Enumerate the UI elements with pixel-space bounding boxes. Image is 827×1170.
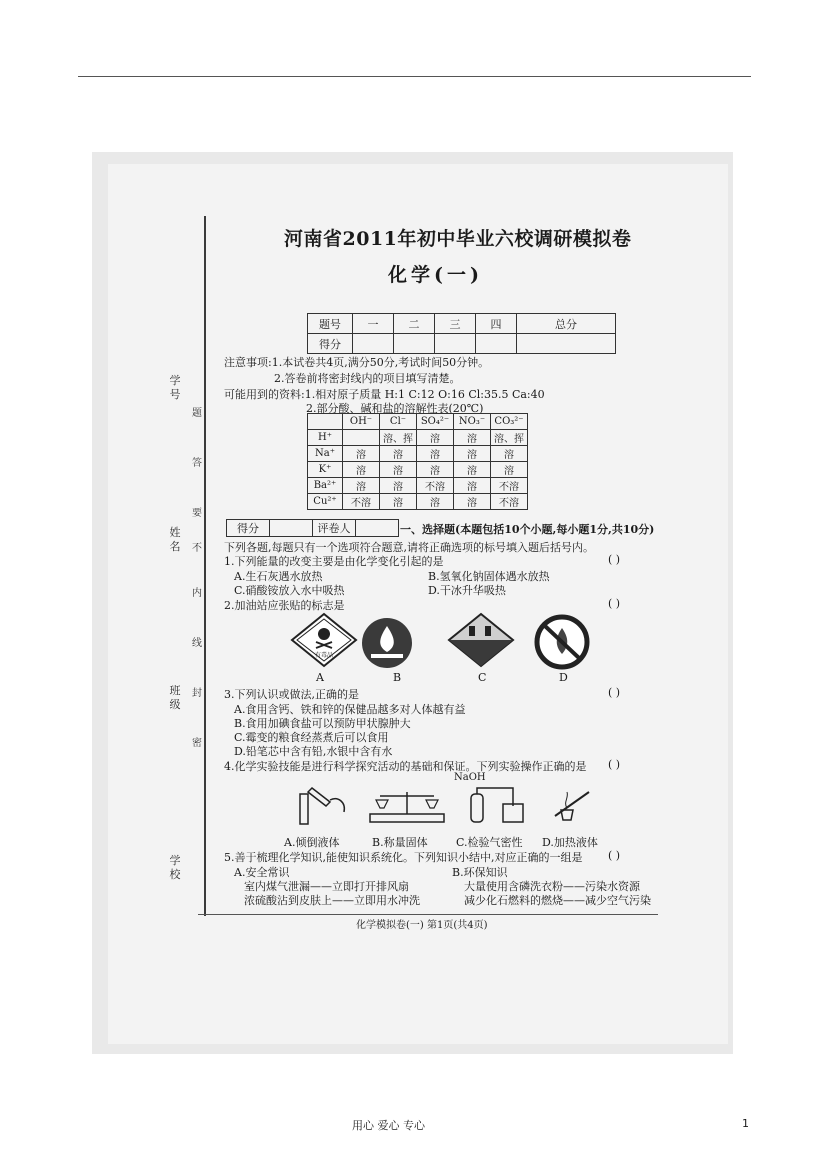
seal-char: 密: [192, 738, 202, 749]
q5-answer-bracket[interactable]: ( ): [608, 849, 621, 862]
table-cell: 溶: [454, 446, 491, 462]
score-cell[interactable]: [435, 334, 476, 354]
no-fire-sign-icon: [533, 614, 591, 670]
seal-char: 题: [192, 408, 202, 419]
q2-label-d: D: [559, 671, 568, 684]
section-instruction: 下列各题,每题只有一个选项符合题意,请将正确选项的标号填入题后括号内。: [224, 541, 594, 554]
water-drop-sign-icon: [359, 616, 415, 670]
score-table: [307, 313, 616, 354]
exam-subtitle: 化学(一): [388, 264, 483, 286]
table-cell: 溶: [343, 478, 380, 494]
heating-liquid-icon: [545, 780, 607, 826]
table-cell: 溶: [454, 430, 491, 446]
balance-scale-icon: [366, 784, 448, 826]
corrosive-sign-icon: [443, 612, 519, 668]
table-row: [308, 462, 528, 478]
table-row: [308, 446, 528, 462]
anion-header: SO₄²⁻: [417, 414, 454, 430]
q3-stem: 3.下列认识或做法,正确的是: [224, 688, 359, 701]
page-number: 1: [742, 1117, 749, 1130]
table-cell: 不溶: [491, 494, 528, 510]
q1-option-a: A.生石灰遇水放热: [234, 570, 323, 583]
side-field-name: 姓名: [169, 526, 181, 553]
table-cell: 溶: [380, 494, 417, 510]
q4-option-a: A.倾倒液体: [284, 836, 340, 849]
table-cell: 溶: [380, 446, 417, 462]
table-cell: 溶: [454, 462, 491, 478]
q5-b-item-1: 大量使用含磷洗衣粉——污染水资源: [464, 880, 640, 893]
score-header: 三: [435, 314, 476, 334]
table-row: [308, 430, 528, 446]
cation-label: Na⁺: [308, 446, 343, 462]
data-line-2: 2.部分酸、碱和盐的溶解性表(20℃): [306, 402, 484, 415]
q3-answer-bracket[interactable]: ( ): [608, 686, 621, 699]
q1-option-c: C.硝酸铵放入水中吸热: [234, 584, 345, 597]
header-rule: [78, 76, 751, 77]
table-cell: 溶: [343, 446, 380, 462]
note-line-1: 注意事项:1.本试卷共4页,满分50分,考试时间50分钟。: [224, 356, 490, 369]
table-row: [308, 494, 528, 510]
q2-label-a: A: [316, 671, 324, 684]
q4-stem: 4.化学实验技能是进行科学探究活动的基础和保证。下列实验操作正确的是: [224, 760, 587, 773]
binding-line: [204, 216, 206, 916]
q4-option-c: C.检验气密性: [456, 836, 523, 849]
q4-answer-bracket[interactable]: ( ): [608, 758, 621, 771]
score-header: 一: [353, 314, 394, 334]
anion-header: NO₃⁻: [454, 414, 491, 430]
pouring-liquid-icon: [290, 782, 352, 828]
score-row-label: 得分: [308, 334, 353, 354]
q3-option-c: C.霉变的粮食经蒸煮后可以食用: [234, 731, 389, 744]
naoh-label: NaOH: [454, 772, 486, 783]
q2-label-b: B: [393, 671, 402, 684]
grader-score-label: 得分: [227, 520, 270, 537]
q1-option-d: D.干冰升华吸热: [428, 584, 506, 597]
score-cell[interactable]: [476, 334, 517, 354]
table-cell: 溶、挥: [491, 430, 528, 446]
table-cell: 溶: [417, 462, 454, 478]
score-cell[interactable]: [353, 334, 394, 354]
q5-a-item-2: 浓硫酸沾到皮肤上——立即用水冲洗: [244, 894, 420, 907]
table-cell: 溶: [417, 430, 454, 446]
anion-header: CO₃²⁻: [491, 414, 528, 430]
seal-char: 答: [192, 458, 202, 469]
q4-option-b: B.称量固体: [372, 836, 428, 849]
grader-name-label: 评卷人: [313, 520, 356, 537]
table-cell: 溶: [417, 446, 454, 462]
toxic-sign-text: 有毒品: [314, 652, 334, 659]
table-cell: 溶: [454, 494, 491, 510]
q1-option-b: B.氢氧化钠固体遇水放热: [428, 570, 550, 583]
seal-char: 要: [192, 508, 202, 519]
cation-label: Ba²⁺: [308, 478, 343, 494]
section-heading: 一、选择题(本题包括10个小题,每小题1分,共10分): [400, 523, 655, 536]
table-cell: 溶、挥: [380, 430, 417, 446]
scanned-page: [92, 152, 733, 1054]
grader-name-cell[interactable]: [356, 520, 399, 537]
table-cell: 溶: [491, 446, 528, 462]
q5-b-item-2: 减少化石燃料的燃烧——减少空气污染: [464, 894, 651, 907]
q2-label-c: C: [478, 671, 487, 684]
q1-stem: 1.下列能量的改变主要是由化学变化引起的是: [224, 555, 444, 568]
table-cell: 不溶: [491, 478, 528, 494]
document-footer-motto: 用心 爱心 专心: [352, 1119, 425, 1132]
score-header: 二: [394, 314, 435, 334]
seal-char: 不: [192, 543, 202, 554]
table-cell: 溶: [417, 494, 454, 510]
q1-answer-bracket[interactable]: ( ): [608, 553, 621, 566]
corner-cell: [308, 414, 343, 430]
side-field-class: 班级: [169, 684, 181, 711]
table-cell: 不溶: [343, 494, 380, 510]
q5-a-item-1: 室内煤气泄漏——立即打开排风扇: [244, 880, 409, 893]
seal-char: 线: [192, 638, 202, 649]
exam-paper: [108, 164, 728, 1044]
exam-title: 河南省2011年初中毕业六校调研模拟卷: [284, 228, 632, 250]
score-header: 总分: [517, 314, 616, 334]
q2-answer-bracket[interactable]: ( ): [608, 597, 621, 610]
q4-option-d: D.加热液体: [542, 836, 598, 849]
anion-header: OH⁻: [343, 414, 380, 430]
grader-score-cell[interactable]: [270, 520, 313, 537]
q3-option-a: A.食用含钙、铁和锌的保健品越多对人体越有益: [234, 703, 466, 716]
score-cell[interactable]: [394, 334, 435, 354]
solubility-table: [307, 413, 528, 510]
bottom-rule: [198, 914, 658, 915]
table-cell: 溶: [380, 478, 417, 494]
score-header: 四: [476, 314, 517, 334]
seal-char: 内: [192, 588, 202, 599]
score-cell[interactable]: [517, 334, 616, 354]
q5-stem: 5.善于梳理化学知识,能使知识系统化。下列知识小结中,对应正确的一组是: [224, 851, 583, 864]
table-row: [308, 478, 528, 494]
q5-option-b: B.环保知识: [452, 866, 508, 879]
anion-header: Cl⁻: [380, 414, 417, 430]
score-header: 题号: [308, 314, 353, 334]
q5-option-a: A.安全常识: [234, 866, 290, 879]
table-cell: 不溶: [417, 478, 454, 494]
data-line-1: 可能用到的资料:1.相对原子质量 H:1 C:12 O:16 Cl:35.5 Ca:40: [224, 388, 545, 401]
airtightness-test-icon: [463, 784, 533, 826]
table-cell: 溶: [343, 462, 380, 478]
cation-label: H⁺: [308, 430, 343, 446]
grader-box: [226, 519, 399, 537]
seal-char: 封: [192, 688, 202, 699]
side-field-school: 学校: [169, 854, 181, 881]
table-cell: 溶: [380, 462, 417, 478]
q3-option-d: D.铅笔芯中含有铅,水银中含有水: [234, 745, 393, 758]
side-field-student-number: 学号: [169, 374, 181, 401]
table-cell: [343, 430, 380, 446]
cation-label: Cu²⁺: [308, 494, 343, 510]
table-cell: 溶: [491, 462, 528, 478]
note-line-2: 2.答卷前将密封线内的项目填写清楚。: [274, 372, 461, 385]
table-cell: 溶: [454, 478, 491, 494]
cation-label: K⁺: [308, 462, 343, 478]
q3-option-b: B.食用加碘食盐可以预防甲状腺肿大: [234, 717, 411, 730]
toxic-sign-icon: [286, 612, 362, 668]
q2-stem: 2.加油站应张贴的标志是: [224, 599, 345, 612]
exam-page-footer: 化学模拟卷(一) 第1页(共4页): [356, 920, 488, 931]
